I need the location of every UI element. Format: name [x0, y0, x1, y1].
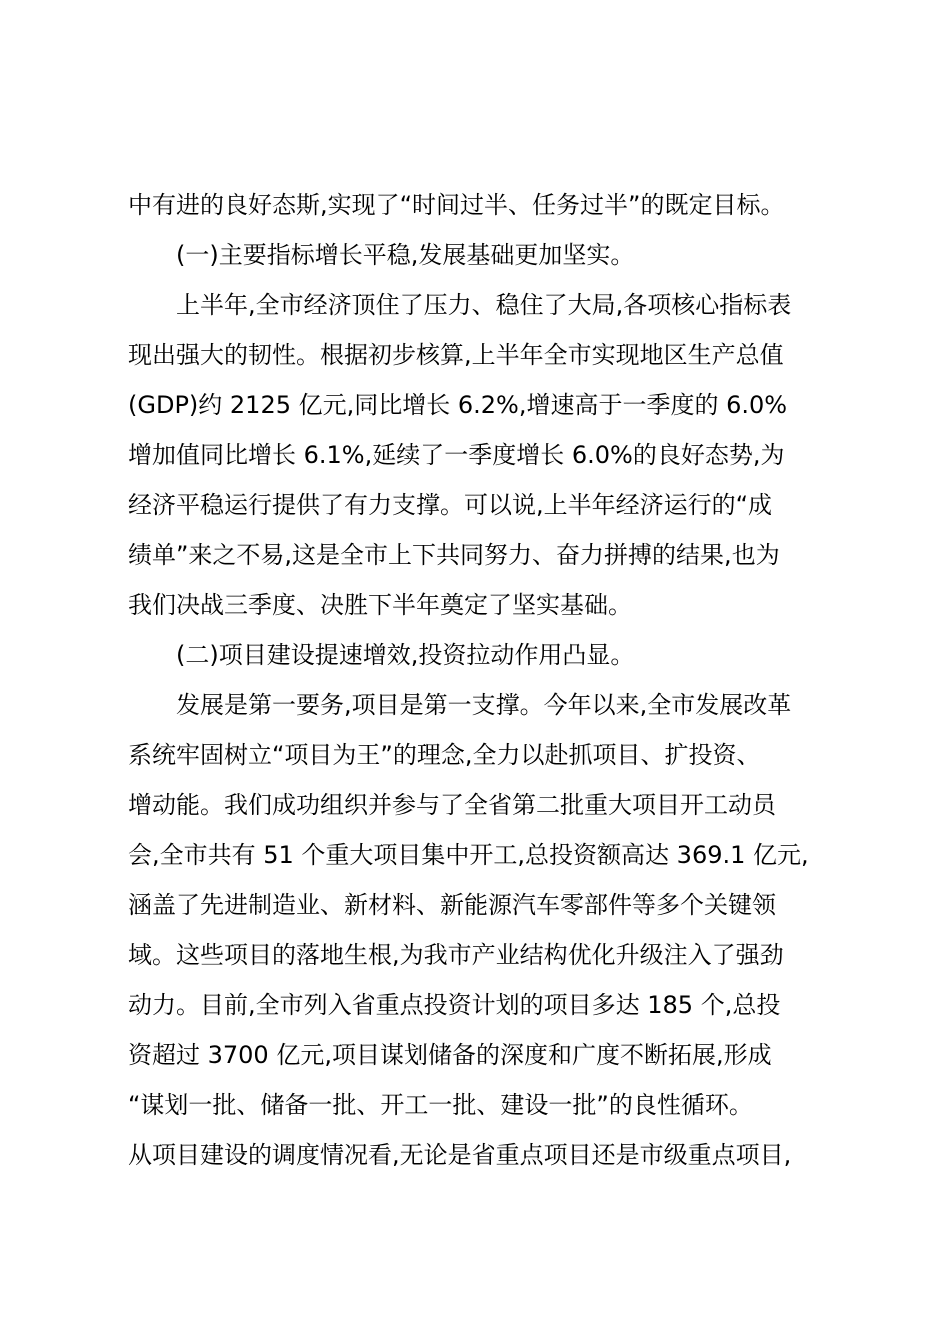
- text-line: 经济平稳运行提供了有力支撑。可以说,上半年经济运行的“成: [128, 491, 773, 519]
- text-line: 动力。目前,全市列入省重点投资计划的项目多达 185 个,总投: [128, 991, 781, 1019]
- text-line: 上半年,全市经济顶住了压力、稳住了大局,各项核心指标表: [176, 291, 792, 319]
- section-heading: (一)主要指标增长平稳,发展基础更加坚实。: [176, 241, 635, 269]
- text-line: 增动能。我们成功组织并参与了全省第二批重大项目开工动员: [128, 791, 776, 819]
- text-line: 域。这些项目的落地生根,为我市产业结构优化升级注入了强劲: [128, 941, 784, 969]
- text-line: 增加值同比增长 6.1%,延续了一季度增长 6.0%的良好态势,为: [128, 441, 785, 469]
- text-line: 从项目建设的调度情况看,无论是省重点项目还是市级重点项目,: [128, 1141, 792, 1169]
- text-line: 我们决战三季度、决胜下半年奠定了坚实基础。: [128, 591, 632, 619]
- section-heading: (二)项目建设提速增效,投资拉动作用凸显。: [176, 641, 635, 669]
- text-line: 涵盖了先进制造业、新材料、新能源汽车零部件等多个关键领: [128, 891, 776, 919]
- text-line: 资超过 3700 亿元,项目谋划储备的深度和广度不断拓展,形成: [128, 1041, 772, 1069]
- text-line: 现出强大的韧性。根据初步核算,上半年全市实现地区生产总值: [128, 341, 784, 369]
- text-line: 系统牢固树立“项目为王”的理念,全力以赴抓项目、扩投资、: [128, 741, 761, 769]
- text-line: 发展是第一要务,项目是第一支撑。今年以来,全市发展改革: [176, 691, 792, 719]
- text-line: (GDP)约 2125 亿元,同比增长 6.2%,增速高于一季度的 6.0%: [128, 391, 788, 419]
- text-line: 会,全市共有 51 个重大项目集中开工,总投资额高达 369.1 亿元,: [128, 841, 809, 869]
- text-line: 中有进的良好态斯,实现了“时间过半、任务过半”的既定目标。: [128, 191, 785, 219]
- text-line: “谋划一批、储备一批、开工一批、建设一批”的良性循环。: [128, 1091, 753, 1119]
- text-line: 绩单”来之不易,这是全市上下共同努力、奋力拼搏的结果,也为: [128, 541, 780, 569]
